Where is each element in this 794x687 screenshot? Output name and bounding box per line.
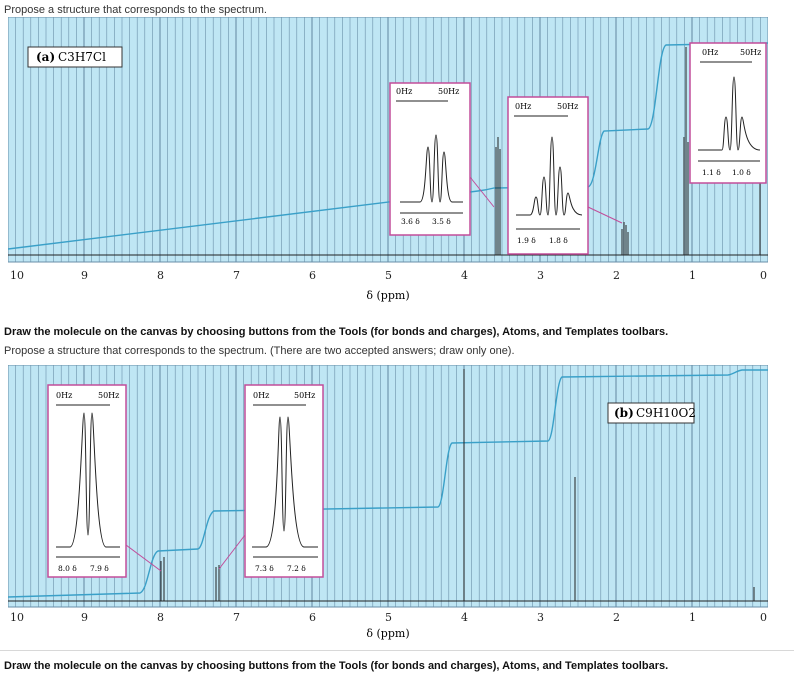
inset-b-2-ppm-right: 7.2 δ	[287, 564, 306, 573]
x-tick-label: 10	[10, 611, 24, 624]
inset-b-2-hz-right: 50Hz	[294, 391, 316, 400]
x-tick-label: 0	[760, 269, 767, 282]
x-tick-label: 7	[233, 269, 240, 282]
x-tick-label: 4	[461, 269, 468, 282]
x-tick-label: 1	[689, 611, 696, 624]
spectrum-a-x-ticks	[10, 269, 767, 282]
inset-a-1-hz-right: 50Hz	[438, 87, 460, 96]
spectrum-b-x-label: δ (ppm)	[366, 627, 410, 640]
formula-b-text: C9H10O2	[636, 406, 697, 420]
inset-a-2-ppm-left: 1.9 δ	[517, 236, 536, 245]
inset-a-1-ppm-right: 3.5 δ	[432, 217, 451, 226]
spectrum-a-x-label: δ (ppm)	[366, 289, 410, 302]
inset-a-3-hz-right: 50Hz	[740, 48, 762, 57]
x-tick-label: 5	[385, 269, 392, 282]
x-tick-label: 5	[385, 611, 392, 624]
x-tick-label: 3	[537, 269, 544, 282]
inset-b-2-ppm-left: 7.3 δ	[255, 564, 274, 573]
inset-a-3	[690, 43, 766, 183]
x-tick-label: 8	[157, 611, 164, 624]
x-tick-label: 9	[81, 611, 88, 624]
prompt-b: Propose a structure that corresponds to the spectrum. (There are two accepted answers; draw only one).	[4, 345, 515, 357]
instruction-a: Draw the molecule on the canvas by choosing buttons from the Tools (for bonds and charges), Atoms, and Templates toolbars.	[4, 326, 669, 338]
nmr-spectrum-a	[8, 17, 768, 309]
inset-a-3-ppm-left: 1.1 δ	[702, 168, 721, 177]
inset-a-3-ppm-right: 1.0 δ	[732, 168, 751, 177]
inset-a-2-ppm-right: 1.8 δ	[549, 236, 568, 245]
divider	[0, 650, 794, 651]
x-tick-label: 0	[760, 611, 767, 624]
formula-a-part: (a)	[36, 50, 56, 64]
x-tick-label: 2	[613, 269, 620, 282]
inset-a-1-ppm-left: 3.6 δ	[401, 217, 420, 226]
inset-b-1-hz-left: 0Hz	[56, 391, 73, 400]
spectrum-b-x-ticks	[10, 611, 767, 624]
inset-b-1-ppm-left: 8.0 δ	[58, 564, 77, 573]
inset-a-2-hz-left: 0Hz	[515, 102, 532, 111]
x-tick-label: 10	[10, 269, 24, 282]
inset-a-2-hz-right: 50Hz	[557, 102, 579, 111]
x-tick-label: 8	[157, 269, 164, 282]
x-tick-label: 9	[81, 269, 88, 282]
x-tick-label: 1	[689, 269, 696, 282]
x-tick-label: 3	[537, 611, 544, 624]
x-tick-label: 4	[461, 611, 468, 624]
inset-a-1-hz-left: 0Hz	[396, 87, 413, 96]
instruction-b: Draw the molecule on the canvas by choosing buttons from the Tools (for bonds and charges), Atoms, and Templates toolbars.	[4, 660, 669, 672]
formula-b-part: (b)	[614, 406, 634, 420]
x-tick-label: 2	[613, 611, 620, 624]
inset-a-3-hz-left: 0Hz	[702, 48, 719, 57]
formula-a-text: C3H7Cl	[58, 50, 106, 64]
inset-b-1-ppm-right: 7.9 δ	[90, 564, 109, 573]
nmr-spectrum-b	[8, 365, 768, 643]
x-tick-label: 6	[309, 269, 316, 282]
inset-b-1-hz-right: 50Hz	[98, 391, 120, 400]
prompt-a: Propose a structure that corresponds to the spectrum.	[4, 4, 267, 16]
x-tick-label: 6	[309, 611, 316, 624]
x-tick-label: 7	[233, 611, 240, 624]
inset-b-2-hz-left: 0Hz	[253, 391, 270, 400]
